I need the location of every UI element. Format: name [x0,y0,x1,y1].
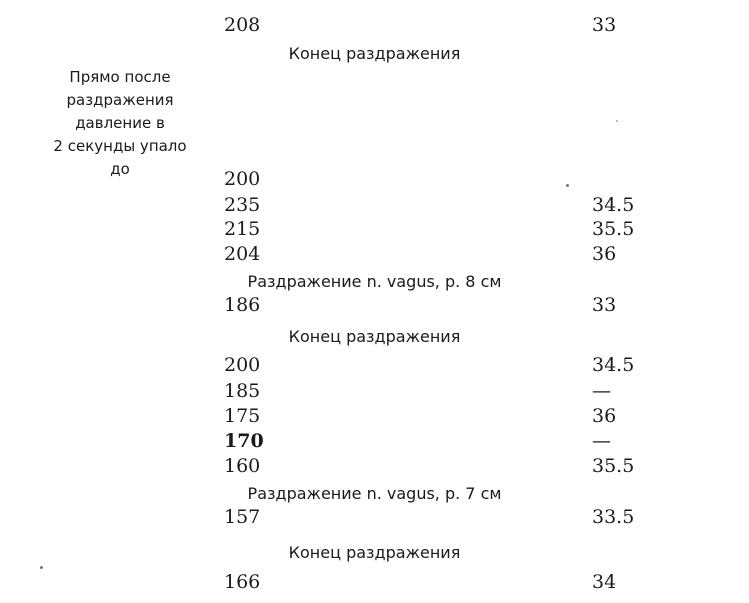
pressure-value: 157 [224,506,261,528]
secondary-value: 34.5 [592,194,635,216]
secondary-value: — [592,430,611,452]
scan-speck [566,184,569,187]
scan-speck [616,120,618,122]
secondary-value: 35.5 [592,455,635,477]
scan-speck [40,566,43,569]
pressure-value: 208 [224,14,261,36]
secondary-value: 33 [592,14,617,36]
secondary-value: 34.5 [592,354,635,376]
note-line: давление в [75,114,165,132]
pressure-value: 200 [224,354,261,376]
note-line: раздражения [66,91,174,109]
table-row [0,571,749,595]
table-row [0,194,749,218]
note-line: 2 секунды упало [53,137,187,155]
table-row [0,405,749,429]
left-side-note [40,66,200,181]
secondary-value: 33 [592,294,617,316]
table-row [0,168,749,192]
secondary-value: 36 [592,243,617,265]
table-row [0,506,749,530]
pressure-value: 200 [224,168,261,190]
pressure-value: 170 [224,430,264,452]
pressure-value: 186 [224,294,261,316]
secondary-value: 35.5 [592,218,635,240]
note-line: до [110,160,130,178]
secondary-value: 33.5 [592,506,635,528]
secondary-value: — [592,380,611,402]
note-line: Прямо после [69,68,171,86]
table-row [0,354,749,378]
section-heading: Конец раздражения [288,44,461,63]
pressure-value: 166 [224,571,261,593]
pressure-value: 160 [224,455,261,477]
secondary-value: 36 [592,405,617,427]
pressure-value: 204 [224,243,261,265]
table-row [0,430,749,454]
section-heading: Раздражение n. vagus, p. 7 см [247,484,502,503]
secondary-value: 34 [592,571,617,593]
table-row [0,455,749,479]
section-heading: Раздражение n. vagus, p. 8 см [247,272,502,291]
pressure-value: 235 [224,194,261,216]
table-row [0,243,749,267]
pressure-value: 175 [224,405,261,427]
table-row [0,218,749,242]
section-heading: Конец раздражения [288,543,461,562]
pressure-value: 185 [224,380,261,402]
pressure-value: 215 [224,218,261,240]
table-row [0,14,749,38]
table-row [0,380,749,404]
section-heading: Конец раздражения [288,327,461,346]
table-row [0,294,749,318]
